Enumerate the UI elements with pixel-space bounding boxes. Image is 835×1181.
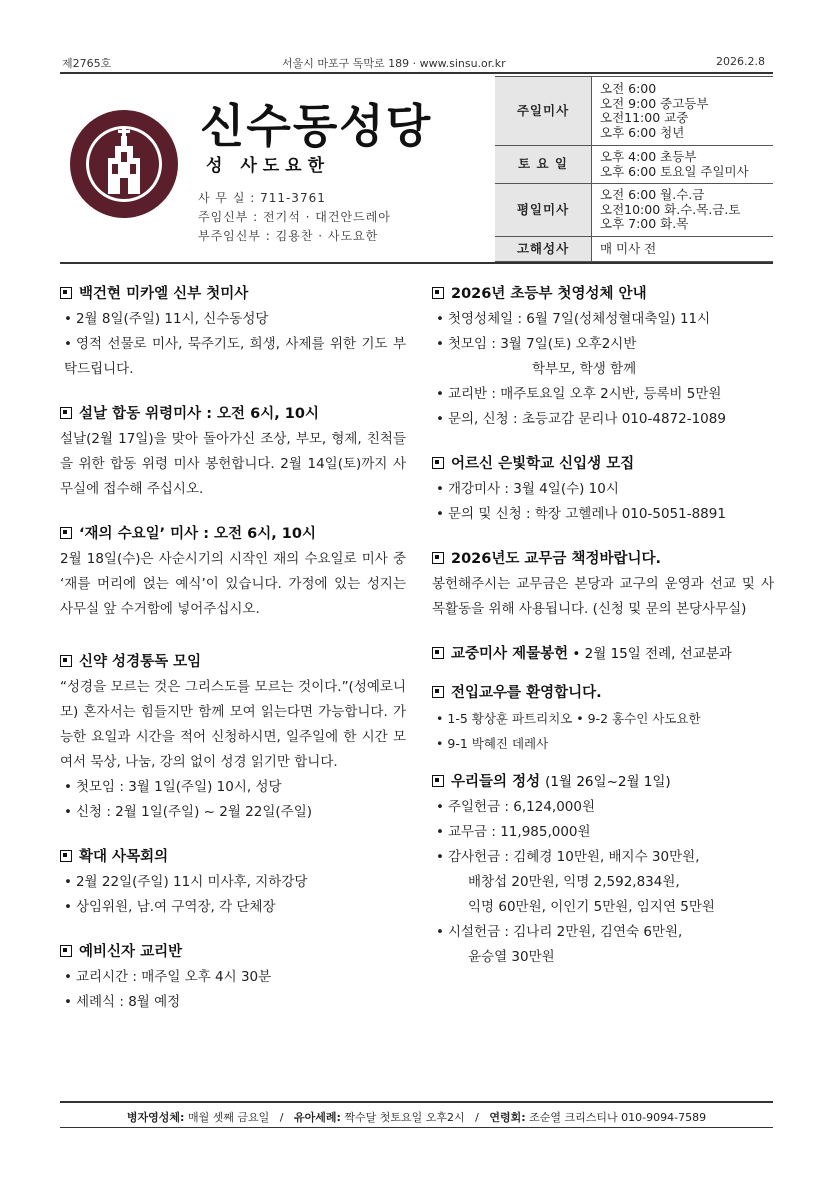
- schedule-times: [592, 77, 774, 146]
- section-title: 예비신자 교리반: [60, 940, 406, 965]
- top-rule: [60, 72, 773, 74]
- checkbox-bullet-icon: [432, 287, 444, 299]
- church-logo: [68, 108, 180, 220]
- list-item: • 주일헌금 : 6,124,000원: [432, 795, 774, 820]
- checkbox-bullet-icon: [432, 552, 444, 564]
- list-item: • 교리반 : 매주토요일 오후 2시반, 등록비 5만원: [432, 382, 774, 407]
- period-label: (1월 26일~2월 1일): [545, 774, 671, 790]
- schedule-row-saturday: [495, 146, 773, 184]
- footer-key: 유아세례:: [294, 1111, 341, 1124]
- section-title: 백건현 미카엘 신부 첫미사: [60, 282, 406, 307]
- schedule-line: 오전 6:00: [600, 81, 657, 96]
- footer-rule-bottom: [60, 1127, 773, 1128]
- checkbox-bullet-icon: [60, 850, 72, 862]
- section-title: 신약 성경통독 모임: [60, 650, 406, 675]
- schedule-line: 오후 7:00 화.목: [600, 216, 689, 232]
- office-phone: 사 무 실 : 711-3761: [198, 191, 326, 205]
- section-title: 전입교우를 환영합니다.: [432, 681, 774, 706]
- issue-number: 제2765호: [62, 57, 112, 70]
- footer-info: 병자영성체: 매월 셋째 금요일 / 유아세례: 짝수달 첫토요일 오후2시 / 연령회: 조순열 크리스티나 010-9094-7589: [126, 1111, 707, 1124]
- list-item: • 2월 8일(주일) 11시, 신수동성당: [60, 307, 406, 332]
- list-item: • 1-5 황상훈 파트리치오 • 9-2 홍수인 사도요한: [432, 706, 774, 731]
- section-title: 2026년도 교무금 책정바랍니다.: [432, 547, 774, 572]
- list-item: • 9-1 박혜진 데레사: [432, 731, 774, 756]
- right-column: [432, 282, 774, 970]
- footer-value: 조순열 크리스티나 010-9094-7589: [529, 1111, 707, 1124]
- section-title: 설날 합동 위령미사 : 오전 6시, 10시: [60, 402, 406, 427]
- checkbox-bullet-icon: [60, 655, 72, 667]
- list-item: • 영적 선물로 미사, 묵주기도, 희생, 사제를 위한 기도 부탁드립니다.: [60, 332, 406, 382]
- church-address: 서울시 마포구 독막로 189 · www.sinsu.or.kr: [282, 57, 506, 70]
- section-title: 어르신 은빛학교 신입생 모집: [432, 452, 774, 477]
- list-item: • 교무금 : 11,985,000원: [432, 820, 774, 845]
- list-item: • 상임위원, 남.여 구역장, 각 단체장: [60, 895, 406, 920]
- schedule-line: 오후 4:00 초등부: [600, 149, 697, 164]
- section-title: 교중미사 제물봉헌 • 2월 15일 전례, 선교분과: [432, 642, 774, 667]
- section-body: 2월 18일(수)은 사순시기의 시작인 재의 수요일로 미사 중 ‘재를 머리에 얹는 예식’이 있습니다. 가정에 있는 성지는 사무실 앞 수거함에 넣어주십시오.: [60, 551, 406, 617]
- footer-value: 매월 셋째 금요일: [187, 1111, 270, 1124]
- offering-note: 2월 15일 전례, 선교분과: [584, 646, 732, 662]
- schedule-times: [592, 184, 774, 237]
- schedule-label: 평일미사: [495, 184, 592, 237]
- list-item: • 2월 22일(주일) 11시 미사후, 지하강당: [60, 870, 406, 895]
- list-item: • 문의, 신청 : 초등교감 문리나 010-4872-1089: [432, 407, 774, 432]
- schedule-line: 오전11:00 교중: [600, 110, 689, 125]
- church-title: 신수동성당: [200, 99, 433, 153]
- checkbox-bullet-icon: [60, 945, 72, 957]
- list-item-continued: 익명 60만원, 이인기 5만원, 임지연 5만원: [468, 899, 715, 915]
- list-item-continued: 학부모, 학생 함께: [532, 361, 637, 377]
- schedule-line: 오전 6:00 월.수.금: [600, 187, 705, 203]
- section-body: “성경을 모르는 것은 그리스도를 모르는 것이다.”(성예로니모) 혼자서는 힘들지만 함께 모여 읽는다면 가능합니다. 가능한 요일과 시간을 적어 신청하시면, 일주일에 한 시간 모여서 묵상, 나눔, 강의 없이 성경 읽기만 합니다.: [60, 679, 406, 770]
- schedule-line: 오전10:00 화.수.목.금.토: [600, 201, 741, 217]
- footer-key: 연령회:: [489, 1111, 526, 1124]
- checkbox-bullet-icon: [432, 775, 444, 787]
- pastor-name: 주임신부 : 전기석 · 대건안드레아: [198, 210, 391, 224]
- schedule-times: [592, 146, 774, 184]
- checkbox-bullet-icon: [60, 527, 72, 539]
- header-rule: [60, 262, 773, 264]
- list-item: • 개강미사 : 3월 4일(수) 10시: [432, 477, 774, 502]
- list-item: • 첫모임 : 3월 7일(토) 오후2시반: [432, 332, 774, 357]
- checkbox-bullet-icon: [60, 407, 72, 419]
- section-title: 2026년 초등부 첫영성체 안내: [432, 282, 774, 307]
- list-item-continued: 배창섭 20만원, 익명 2,592,834원,: [468, 874, 680, 890]
- footer-value: 짝수달 첫토요일 오후2시: [344, 1111, 465, 1124]
- left-column: [60, 282, 406, 1015]
- schedule-row-sunday: [495, 77, 773, 146]
- checkbox-bullet-icon: [60, 287, 72, 299]
- list-item: • 시설헌금 : 김나리 2만원, 김연숙 6만원,: [432, 920, 774, 945]
- list-item: • 세례식 : 8월 예정: [60, 990, 406, 1015]
- list-item: • 첫모임 : 3월 1일(주일) 10시, 성당: [60, 775, 406, 800]
- bulletin-date: 2026.2.8: [716, 55, 765, 68]
- list-item-continued: 윤승열 30만원: [468, 949, 555, 965]
- footer-key: 병자영성체:: [126, 1111, 185, 1124]
- checkbox-bullet-icon: [432, 457, 444, 469]
- schedule-line: 오후 6:00 토요일 주일미사: [600, 163, 749, 179]
- assistant-pastor-name: 부주임신부 : 김용찬 · 사도요한: [198, 229, 379, 243]
- section-title: 우리들의 정성 (1월 26일~2월 1일): [432, 770, 774, 795]
- list-item: • 신청 : 2월 1일(주일) ~ 2월 22일(주일): [60, 800, 406, 825]
- schedule-line: 오후 6:00 청년: [600, 124, 685, 140]
- section-title: 확대 사목회의: [60, 845, 406, 870]
- list-item: • 첫영성체일 : 6월 7일(성체성혈대축일) 11시: [432, 307, 774, 332]
- list-item: • 교리시간 : 매주일 오후 4시 30분: [60, 965, 406, 990]
- mass-schedule-table: [495, 76, 773, 262]
- footer-rule: [60, 1101, 773, 1103]
- checkbox-bullet-icon: [432, 686, 444, 698]
- section-body: 봉헌해주시는 교무금은 본당과 교구의 운영과 선교 및 사목활동을 위해 사용됩니다. (신청 및 문의 본당사무실): [432, 576, 774, 617]
- section-body: 설날(2월 17일)을 맞아 돌아가신 조상, 부모, 형제, 친척들을 위한 합동 위령 미사 봉헌합니다. 2월 14일(토)까지 사무실에 접수해 주십시오.: [60, 431, 406, 497]
- schedule-line: 매 미사 전: [600, 240, 657, 256]
- schedule-label: 주일미사: [495, 77, 592, 146]
- schedule-row-weekday: [495, 184, 773, 237]
- schedule-label: 토 요 일: [495, 146, 592, 184]
- list-item: • 감사헌금 : 김혜경 10만원, 배지수 30만원,: [432, 845, 774, 870]
- schedule-times: [592, 237, 774, 262]
- section-title: ‘재의 수요일’ 미사 : 오전 6시, 10시: [60, 522, 406, 547]
- schedule-label: 고해성사: [495, 237, 592, 262]
- patron-saint: 성 사도요한: [206, 156, 331, 176]
- schedule-line: 오전 9:00 중고등부: [600, 95, 709, 111]
- checkbox-bullet-icon: [432, 647, 444, 659]
- schedule-row-confession: [495, 237, 773, 262]
- list-item: • 문의 및 신청 : 학장 고헬레나 010-5051-8891: [432, 502, 774, 527]
